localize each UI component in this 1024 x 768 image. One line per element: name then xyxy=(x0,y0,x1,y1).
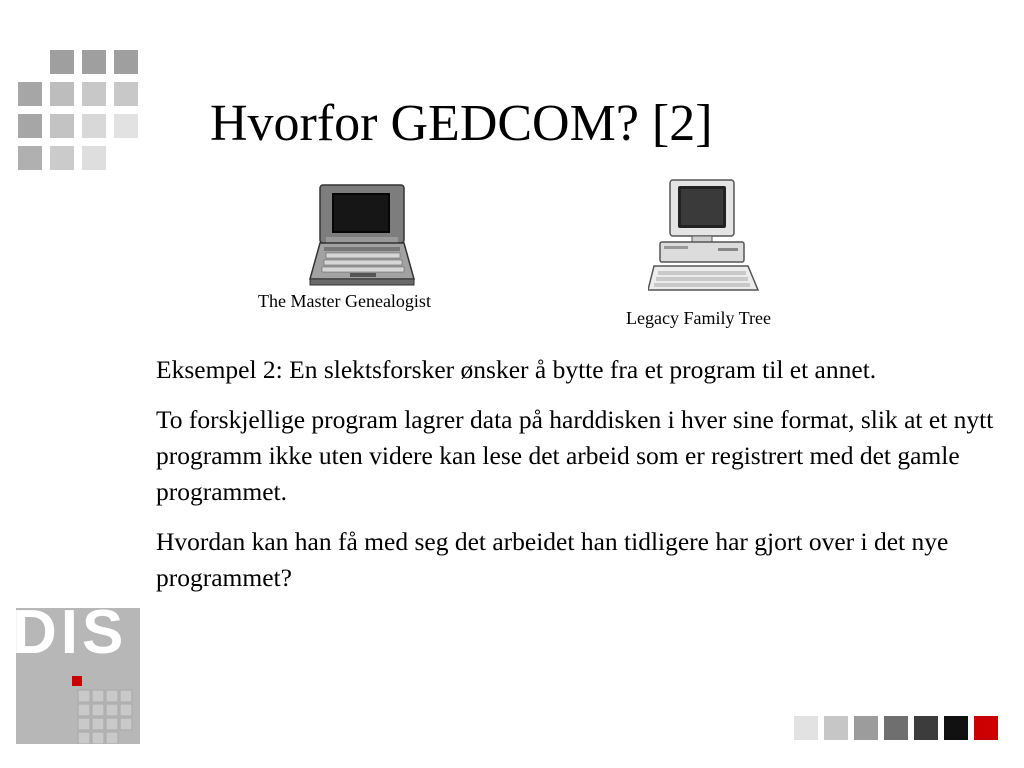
program-caption-legacy-family-tree: Legacy Family Tree xyxy=(626,308,771,328)
dis-logo-text: DIS xyxy=(12,598,128,667)
paragraph-question: Hvordan kan han få med seg det arbeidet han tidligere har gjort over i det nye programmet? xyxy=(156,527,949,592)
square-grid-icon xyxy=(0,0,150,180)
paragraph-example: Eksempel 2: En slektsforsker ønsker å bytte fra et program til et annet. xyxy=(156,355,877,384)
laptop-icon xyxy=(306,183,418,292)
slide-body xyxy=(156,352,996,610)
dis-logo-icon xyxy=(12,598,140,744)
slide-title: Hvorfor GEDCOM? [2] xyxy=(210,95,713,152)
paragraph-formats: To forskjellige program lagrer data på harddisken i hver sine format, slik at et nytt programm ikke uten videre kan lese det arbeid som er registrert med det gamle programmet. xyxy=(156,405,994,506)
desktop-computer-icon xyxy=(648,178,760,301)
program-caption-master-genealogist: The Master Genealogist xyxy=(258,291,431,311)
